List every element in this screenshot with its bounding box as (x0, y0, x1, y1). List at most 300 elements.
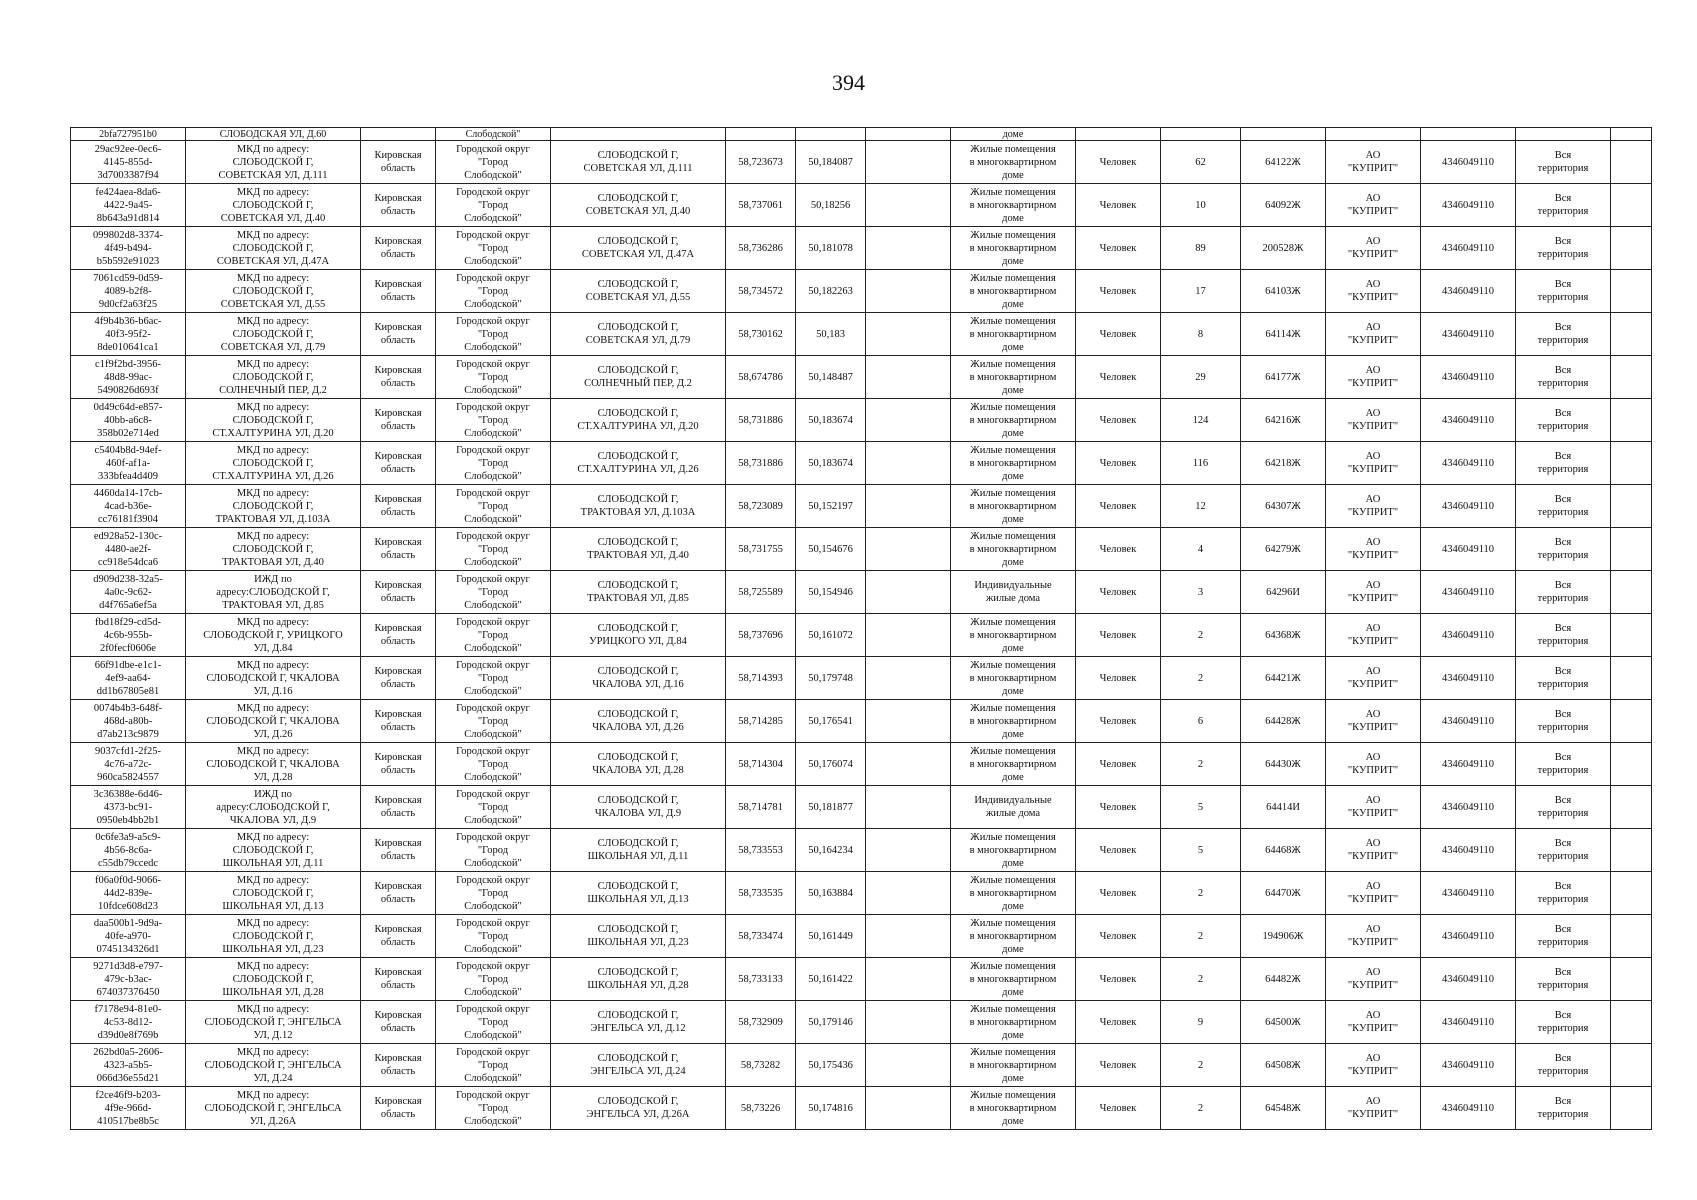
cell-count: 116 (1161, 442, 1241, 485)
cell-territory-line: Вся (1554, 924, 1572, 935)
cell-municipality-line: Городской округ (456, 530, 530, 542)
cell-count: 62 (1161, 141, 1241, 184)
cell-name-line: МКД по адресу: (236, 1003, 310, 1015)
cell-name-line: СЛОБОДСКОЙ Г, ЧКАЛОВА (206, 715, 340, 727)
cell-id-line: f06a0f0d-9066- (95, 874, 161, 886)
cell-empty (866, 485, 951, 528)
cell-object-type (951, 184, 1076, 227)
cell-id-line: 4145-855d- (103, 156, 153, 168)
cell-org (1326, 958, 1421, 1001)
cell-code: 64470Ж (1241, 872, 1326, 915)
cell-org (1326, 141, 1421, 184)
table-row (71, 1087, 1652, 1130)
cell-territory-line: территория (1537, 335, 1589, 346)
cell-object-type-line: в многоквартирном (969, 414, 1057, 426)
cell-name-line: СТ.ХАЛТУРИНА УЛ, Д.26 (212, 470, 334, 482)
cell-territory (1516, 485, 1611, 528)
cell-municipality-line: "Город (477, 1059, 509, 1071)
cell-territory-line: территория (1537, 851, 1589, 862)
cell-region (361, 270, 436, 313)
cell-count: 2 (1161, 657, 1241, 700)
cell-name-line: МКД по адресу: (236, 487, 310, 499)
cell-address (551, 1001, 726, 1044)
cell-id-line: 40bb-a6c8- (104, 414, 152, 426)
cell-name-line: МКД по адресу: (236, 530, 310, 542)
cell-name-line: ТРАКТОВАЯ УЛ, Д.85 (222, 599, 324, 611)
cell-region-line: область (380, 808, 416, 819)
cell-object-type-line: Жилые помещения (970, 272, 1056, 284)
cell-municipality-line: Городской округ (456, 143, 530, 155)
cell-code: 64092Ж (1241, 184, 1326, 227)
cell-municipality-line: Городской округ (456, 874, 530, 886)
cell-territory (1516, 528, 1611, 571)
cell-address-line: СОЛНЕЧНЫЙ ПЕР, Д.2 (584, 378, 692, 389)
cell-org (1326, 1044, 1421, 1087)
cell-id-line: 44d2-839e- (103, 887, 153, 899)
cell-org (1326, 399, 1421, 442)
cell-id (71, 270, 186, 313)
cell-municipality (436, 270, 551, 313)
cell-name (186, 958, 361, 1001)
cell-lon: 50,176074 (796, 743, 866, 786)
cell-object-type-line: доме (1002, 685, 1024, 697)
cell-id (71, 614, 186, 657)
cell-id-line: 410517be8b5c (97, 1115, 159, 1127)
cell-territory-line: Вся (1554, 193, 1572, 204)
cell-region-line: Кировская (374, 623, 422, 634)
cell-address-line: СЛОБОДСКОЙ Г, (597, 924, 679, 935)
cell-id-line: 4b56-8c6a- (104, 844, 152, 856)
cell-code: 64500Ж (1241, 1001, 1326, 1044)
cell-count: 6 (1161, 700, 1241, 743)
cell-municipality-line: Городской округ (456, 272, 530, 284)
cell-id-line: 4480-ae2f- (104, 543, 152, 555)
cell-object-type-line: доме (1002, 986, 1024, 998)
cell-name-line: УЛ, Д.84 (253, 642, 293, 654)
cell-count: 89 (1161, 227, 1241, 270)
cell-inn: 4346049110 (1421, 829, 1516, 872)
cell-object-type-line: Жилые помещения (970, 143, 1056, 155)
cell-lat: 58,730162 (726, 313, 796, 356)
cell-id (71, 743, 186, 786)
cell-unit: Человек (1076, 1001, 1161, 1044)
cell-region-line: область (380, 464, 416, 475)
cell-empty-tail (1611, 829, 1652, 872)
cell-name-line: МКД по адресу: (236, 659, 310, 671)
cell-unit: Человек (1076, 270, 1161, 313)
cell-org-line: АО (1365, 494, 1381, 505)
cell-municipality-line: "Город (477, 242, 509, 254)
cell-org-line: АО (1365, 838, 1381, 849)
cell-empty-tail (1611, 571, 1652, 614)
table-row-continued (71, 128, 1652, 141)
cell-id-line: 7061cd59-0d59- (93, 272, 163, 284)
cell-name-line: ШКОЛЬНАЯ УЛ, Д.11 (222, 857, 324, 869)
cell-lon: 50,182263 (796, 270, 866, 313)
cell-region (361, 657, 436, 700)
cell-territory (1516, 313, 1611, 356)
cell-object-type-line: Жилые помещения (970, 229, 1056, 241)
cell-org-line: АО (1365, 709, 1381, 720)
cell-id-line: 262bd0a5-2606- (93, 1046, 163, 1058)
cell-org-line: АО (1365, 408, 1381, 419)
cell-region-line: Кировская (374, 752, 422, 763)
cell-empty (866, 700, 951, 743)
cell-municipality-line: "Город (477, 414, 509, 426)
cell-count: 124 (1161, 399, 1241, 442)
cell-territory-line: Вся (1554, 580, 1572, 591)
cell-lon: 50,161422 (796, 958, 866, 1001)
cell-region-line: Кировская (374, 236, 422, 247)
cell-name (186, 356, 361, 399)
cell-object-type-line: в многоквартирном (969, 1016, 1057, 1028)
cell-municipality-line: Слободской" (464, 384, 522, 396)
cell-address-line: СОВЕТСКАЯ УЛ, Д.40 (585, 206, 691, 217)
cell-region-line: Кировская (374, 150, 422, 161)
cell-territory (1516, 872, 1611, 915)
cell-territory-line: территория (1537, 206, 1589, 217)
cell-name-line: ИЖД по (254, 788, 292, 800)
cell-name-line: СЛОБОДСКОЙ Г, (232, 414, 314, 426)
cell-empty-tail (1611, 356, 1652, 399)
cell-inn: 4346049110 (1421, 313, 1516, 356)
cell-address-line: СТ.ХАЛТУРИНА УЛ, Д.26 (577, 464, 699, 475)
cell-municipality-line: Слободской" (464, 857, 522, 869)
cell-name-line: ТРАКТОВАЯ УЛ, Д.40 (222, 556, 324, 568)
cell-region-line: область (380, 163, 416, 174)
cell-org (1326, 442, 1421, 485)
cell-unit: Человек (1076, 657, 1161, 700)
cell-name (186, 786, 361, 829)
cell-name-line: СЛОБОДСКОЙ Г, (232, 156, 314, 168)
cell-unit: Человек (1076, 700, 1161, 743)
cell-address (551, 399, 726, 442)
cell-object-type-line: в многоквартирном (969, 1102, 1057, 1114)
cell-org (1326, 915, 1421, 958)
cell-count: 2 (1161, 958, 1241, 1001)
cell-id-line: b5b592e91023 (96, 255, 160, 267)
cell-territory-line: Вся (1554, 537, 1572, 548)
cell-code: 64428Ж (1241, 700, 1326, 743)
cell-name-line: СЛОБОДСКОЙ Г, (232, 457, 314, 469)
cell-region-line: область (380, 1109, 416, 1120)
cell-lat: 58,731886 (726, 399, 796, 442)
cell-municipality-line: Городской округ (456, 1003, 530, 1015)
cell-lon: 50,183674 (796, 442, 866, 485)
cell-address-line: СЛОБОДСКОЙ Г, (597, 408, 679, 419)
cell-name-line: ТРАКТОВАЯ УЛ, Д.103А (215, 513, 331, 525)
cell-object-type (951, 743, 1076, 786)
cell-territory-line: Вся (1554, 236, 1572, 247)
cell-count: 17 (1161, 270, 1241, 313)
cell-org-line: "КУПРИТ" (1347, 894, 1399, 905)
cell-name-line: ШКОЛЬНАЯ УЛ, Д.13 (222, 900, 324, 912)
cell-id-line: 4f9e-966d- (104, 1102, 152, 1114)
cell-org (1326, 786, 1421, 829)
cell-empty (866, 128, 951, 141)
cell-code: 64177Ж (1241, 356, 1326, 399)
cell-id (71, 915, 186, 958)
cell-inn: 4346049110 (1421, 958, 1516, 1001)
cell-id-line: 4c53-8d12- (103, 1016, 153, 1028)
cell-inn: 4346049110 (1421, 872, 1516, 915)
cell-name-line: СЛОБОДСКОЙ Г, (232, 887, 314, 899)
cell-org-line: "КУПРИТ" (1347, 1023, 1399, 1034)
cell-municipality-line: "Город (477, 844, 509, 856)
cell-region-line: область (380, 851, 416, 862)
cell-address-line: СЛОБОДСКОЙ Г, (597, 752, 679, 763)
cell-address (551, 958, 726, 1001)
cell-name-line: ЧКАЛОВА УЛ, Д.9 (229, 814, 317, 826)
cell-id-line: 099802d8-3374- (93, 229, 163, 241)
cell-name (186, 184, 361, 227)
cell-municipality-line: Слободской" (464, 771, 522, 783)
cell-org (1326, 184, 1421, 227)
cell-municipality-line: Слободской" (464, 513, 522, 525)
cell-lat: 58,732909 (726, 1001, 796, 1044)
cell-municipality (436, 700, 551, 743)
cell-municipality-line: Слободской" (464, 900, 522, 912)
cell-region (361, 184, 436, 227)
cell-region-line: область (380, 550, 416, 561)
cell-territory-line: территория (1537, 593, 1589, 604)
cell-municipality-line: "Город (477, 930, 509, 942)
cell-municipality-line: Слободской" (464, 943, 522, 955)
cell-municipality-line: "Город (477, 629, 509, 641)
table-row (71, 270, 1652, 313)
cell-lon: 50,176541 (796, 700, 866, 743)
cell-territory-line: территория (1537, 378, 1589, 389)
cell-empty (866, 399, 951, 442)
cell-municipality-line: "Город (477, 887, 509, 899)
cell-address-line: СЛОБОДСКОЙ Г, (597, 580, 679, 591)
cell-name-line: МКД по адресу: (236, 444, 310, 456)
cell-municipality (436, 442, 551, 485)
cell-name (186, 141, 361, 184)
cell-name-line: СЛОБОДСКОЙ Г, ЧКАЛОВА (206, 672, 340, 684)
cell-inn: 4346049110 (1421, 614, 1516, 657)
cell-org-line: "КУПРИТ" (1347, 206, 1399, 217)
cell-territory-line: Вся (1554, 322, 1572, 333)
cell-org-line: "КУПРИТ" (1347, 550, 1399, 561)
cell-address-line: ШКОЛЬНАЯ УЛ, Д.11 (587, 851, 689, 862)
cell-empty (866, 528, 951, 571)
cell-address-line: СЛОБОДСКОЙ Г, (597, 1096, 679, 1107)
cell-id (71, 485, 186, 528)
cell-object-type-line: Жилые помещения (970, 1046, 1056, 1058)
cell-id (71, 1044, 186, 1087)
cell-municipality (436, 1087, 551, 1130)
cell-object-type (951, 270, 1076, 313)
cell-inn: 4346049110 (1421, 227, 1516, 270)
cell-org-line: АО (1365, 1010, 1381, 1021)
cell-count: 2 (1161, 743, 1241, 786)
cell-municipality-line: Слободской" (464, 1072, 522, 1084)
cell-municipality (436, 1044, 551, 1087)
cell-id-line: 4460da14-17cb- (93, 487, 163, 499)
cell-address-line: ШКОЛЬНАЯ УЛ, Д.23 (587, 937, 689, 948)
cell-id (71, 442, 186, 485)
cell-region (361, 829, 436, 872)
cell-lon: 50,174816 (796, 1087, 866, 1130)
cell-territory-line: Вся (1554, 365, 1572, 376)
cell-id (71, 184, 186, 227)
cell-municipality-line: Слободской" (464, 1115, 522, 1127)
cell-region (361, 872, 436, 915)
cell-unit: Человек (1076, 313, 1161, 356)
cell-org (1326, 743, 1421, 786)
cell-name-line: МКД по адресу: (236, 874, 310, 886)
cell-region (361, 442, 436, 485)
cell-name (186, 485, 361, 528)
cell-address (551, 829, 726, 872)
cell-address (551, 356, 726, 399)
cell-org-line: АО (1365, 193, 1381, 204)
cell-inn: 4346049110 (1421, 915, 1516, 958)
cell-empty (866, 227, 951, 270)
cell-lat: 58,73226 (726, 1087, 796, 1130)
cell-code: 64368Ж (1241, 614, 1326, 657)
cell-territory-line: территория (1537, 464, 1589, 475)
cell-territory-line: Вся (1554, 150, 1572, 161)
cell-org-line: "КУПРИТ" (1347, 808, 1399, 819)
cell-object-type (951, 786, 1076, 829)
cell-code: 194906Ж (1241, 915, 1326, 958)
cell-id-line: c5404b8d-94ef- (94, 444, 162, 456)
cell-count: 9 (1161, 1001, 1241, 1044)
cell-lon: 50,181877 (796, 786, 866, 829)
cell-id (71, 528, 186, 571)
cell-municipality-line: "Город (477, 973, 509, 985)
cell-object-type-line: доме (1002, 255, 1024, 267)
cell-lon: 50,184087 (796, 141, 866, 184)
cell-territory-line: Вся (1554, 752, 1572, 763)
cell-municipality-line: "Город (477, 586, 509, 598)
cell-object-type (951, 528, 1076, 571)
cell-id (71, 399, 186, 442)
cell-region-line: область (380, 765, 416, 776)
cell-org-line: "КУПРИТ" (1347, 1066, 1399, 1077)
cell-lat: 58,714285 (726, 700, 796, 743)
cell-region-line: Кировская (374, 881, 422, 892)
cell-org-line: "КУПРИТ" (1347, 593, 1399, 604)
cell-territory-line: территория (1537, 1109, 1589, 1120)
cell-name-line: СЛОБОДСКОЙ Г, (232, 973, 314, 985)
table-row (71, 872, 1652, 915)
cell-address-line: СЛОБОДСКОЙ Г, (597, 236, 679, 247)
cell-object-type (951, 829, 1076, 872)
cell-address (551, 743, 726, 786)
table-row (71, 356, 1652, 399)
cell-id-line: c1f9f2bd-3956- (95, 358, 161, 370)
cell-empty-tail (1611, 270, 1652, 313)
cell-municipality (436, 786, 551, 829)
cell-unit: Человек (1076, 829, 1161, 872)
cell-id-line: 8b643a91d814 (96, 212, 160, 224)
cell-org (1326, 356, 1421, 399)
table-row (71, 958, 1652, 1001)
cell-unit: Человек (1076, 958, 1161, 1001)
cell-municipality (436, 227, 551, 270)
cell-region (361, 571, 436, 614)
cell-name-line: МКД по адресу: (236, 401, 310, 413)
cell-object-type (951, 1087, 1076, 1130)
cell-empty-tail (1611, 614, 1652, 657)
cell-object-type-line: Жилые помещения (970, 874, 1056, 886)
cell-inn: 4346049110 (1421, 1087, 1516, 1130)
cell-territory (1516, 958, 1611, 1001)
cell-object-type-line: Жилые помещения (970, 487, 1056, 499)
cell-empty-tail (1611, 958, 1652, 1001)
cell-lat: 58,674786 (726, 356, 796, 399)
cell-org-line: "КУПРИТ" (1347, 765, 1399, 776)
cell-municipality-line: Городской округ (456, 788, 530, 800)
cell-object-type-line: Жилые помещения (970, 530, 1056, 542)
cell-territory (1516, 571, 1611, 614)
cell-region (361, 485, 436, 528)
cell-object-type-line: доме (1002, 728, 1024, 740)
cell-municipality-line: Городской округ (456, 960, 530, 972)
cell-name (186, 1001, 361, 1044)
cell-empty-tail (1611, 227, 1652, 270)
cell-region-line: область (380, 507, 416, 518)
cell-id-line: 0074b4b3-648f- (93, 702, 163, 714)
cell-object-type-line: доме (1002, 1029, 1024, 1041)
cell-lon: 50,164234 (796, 829, 866, 872)
cell-address-line: ЭНГЕЛЬСА УЛ, Д.12 (590, 1023, 686, 1034)
cell-code: 64122Ж (1241, 141, 1326, 184)
cell-id-line: 4ef9-aa64- (105, 672, 151, 684)
cell-municipality-line: Городской округ (456, 1046, 530, 1058)
cell-name-line: СЛОБОДСКОЙ Г, (232, 328, 314, 340)
cell-name-line: СОВЕТСКАЯ УЛ, Д.79 (220, 341, 326, 353)
cell-code: 64307Ж (1241, 485, 1326, 528)
cell-name-line: МКД по адресу: (236, 229, 310, 241)
cell-municipality-line: "Город (477, 457, 509, 469)
cell-name-line: УЛ, Д.26 (253, 728, 293, 740)
cell-region-line: область (380, 636, 416, 647)
cell-id (71, 313, 186, 356)
cell-org-line: АО (1365, 365, 1381, 376)
cell-name-line: УЛ, Д.28 (253, 771, 293, 783)
cell-org (1326, 313, 1421, 356)
table-row (71, 1044, 1652, 1087)
cell-municipality-line: Городской округ (456, 616, 530, 628)
cell-org (1326, 227, 1421, 270)
cell-empty-tail (1611, 1087, 1652, 1130)
cell-id-line: 5490826d693f (97, 384, 159, 396)
cell-object-type-line: доме (1002, 1115, 1024, 1127)
cell-id-line: dd1b67805e81 (96, 685, 160, 697)
cell-municipality-line: "Город (477, 371, 509, 383)
cell-id-line: daa500b1-9d9a- (93, 917, 163, 929)
table-row (71, 915, 1652, 958)
cell-address (551, 270, 726, 313)
table-row (71, 786, 1652, 829)
cell-org-line: "КУПРИТ" (1347, 851, 1399, 862)
cell-unit: Человек (1076, 227, 1161, 270)
cell-id-line: 460f-af1a- (105, 457, 151, 469)
cell-name (186, 1044, 361, 1087)
cell-name-line: СОВЕТСКАЯ УЛ, Д.40 (220, 212, 326, 224)
cell-lat: 58,725589 (726, 571, 796, 614)
cell-id-line: ed928a52-130c- (93, 530, 163, 542)
cell-count: 2 (1161, 1087, 1241, 1130)
cell-org-line: АО (1365, 666, 1381, 677)
cell-object-type-line: в многоквартирном (969, 457, 1057, 469)
cell-id-line: 333bfea4d409 (97, 470, 159, 482)
cell-region (361, 313, 436, 356)
